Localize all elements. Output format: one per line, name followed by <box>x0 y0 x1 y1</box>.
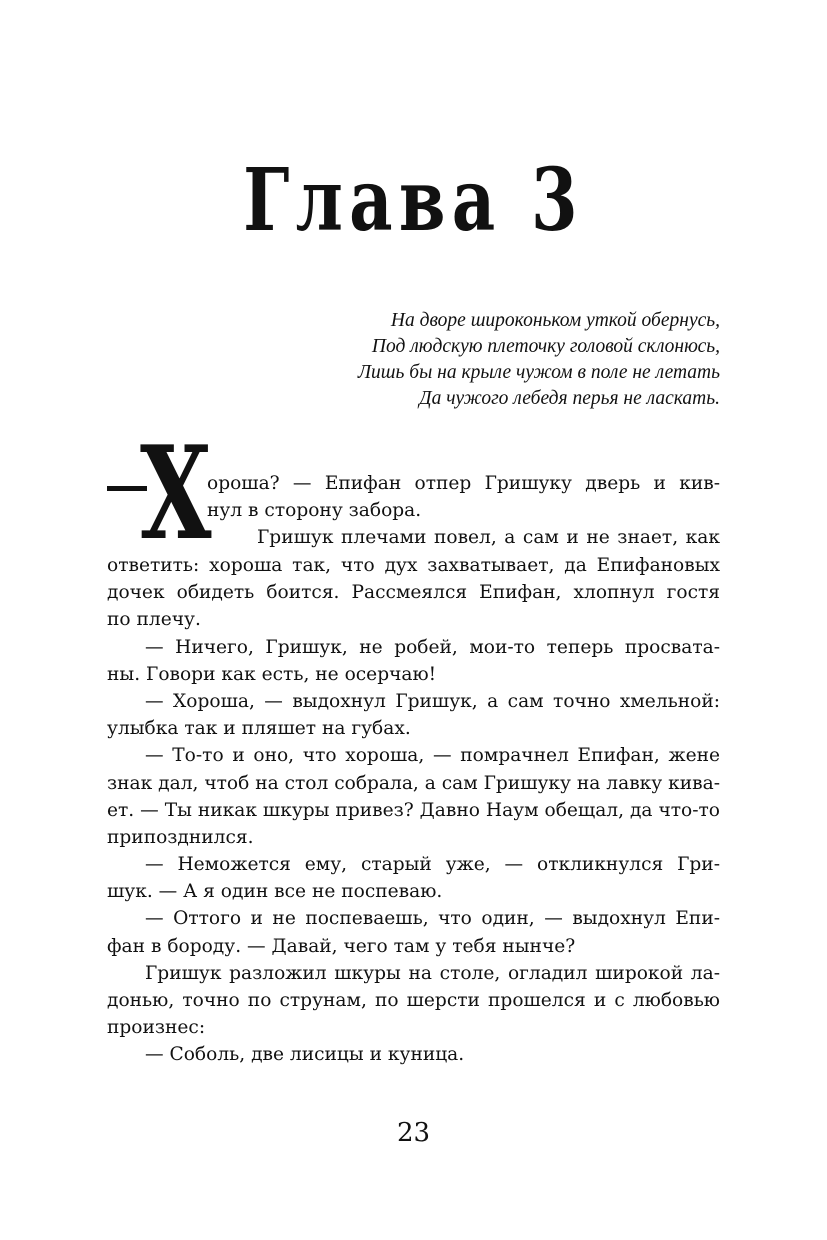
text-line: припозднился. <box>107 826 254 848</box>
text-line: — Оттого и не поспеваешь, что один, — выдохнул Епи- <box>145 908 720 930</box>
text-line: шук. — А я один все не поспеваю. <box>107 881 443 903</box>
text-line: — Хороша, — выдохнул Гришук, а сам точно хмельной: <box>145 690 720 712</box>
text-line: ны. Говори как есть, не осерчаю! <box>107 663 437 685</box>
text-line: — Ничего, Гришук, не робей, мои-то теперь просвата- <box>145 636 720 658</box>
text-line: фан в бороду. — Давай, чего там у тебя нынче? <box>107 935 576 957</box>
text-line: произнес: <box>107 1017 206 1039</box>
epigraph-line: Да чужого лебедя перья не ласкать. <box>419 388 720 409</box>
epigraph-line: Лишь бы на крыле чужом в поле не летать <box>357 362 720 383</box>
text-line: ет. — Ты никак шкуры привез? Давно Наум обещал, да что-то <box>107 799 720 821</box>
epigraph <box>358 308 720 412</box>
text-line: донью, точно по струнам, по шерсти прошелся и с любовью <box>107 990 720 1011</box>
text-line: по плечу. <box>107 609 201 631</box>
text-line: ороша? — Епифан отпер Гришуку дверь и кив- <box>207 473 720 494</box>
text-line: нул в сторону забора. <box>207 500 422 522</box>
text-line: — Соболь, две лисицы и куница. <box>145 1044 465 1066</box>
text-line: улыбка так и пляшет на губах. <box>107 718 411 740</box>
opening-lines <box>207 470 720 552</box>
text-line: ответить: хороша так, что дух захватывает, да Епифановых <box>107 555 720 576</box>
body-text <box>107 552 720 1069</box>
page-number: 23 <box>396 1118 431 1148</box>
text-line: — Неможется ему, старый уже, — откликнулся Гри- <box>145 854 720 876</box>
text-line: Гришук разложил шкуры на столе, огладил широкой ла- <box>145 962 720 984</box>
dropcap-letter: Х <box>140 419 212 569</box>
text-line: знак дал, чтоб на стол собрала, а сам Гришуку на лавку кива- <box>107 772 720 794</box>
text-line: дочек обидеть боится. Рассмеялся Епифан, хлопнул гостя <box>107 582 720 604</box>
text-line: — То-то и оно, что хороша, — помрачнел Епифан, жене <box>145 745 720 767</box>
text-line: Гришук плечами повел, а сам и не знает, как <box>257 527 720 549</box>
epigraph-line: На дворе широконьком уткой обернусь, <box>390 310 720 331</box>
epigraph-line: Под людскую плеточку головой склонюсь, <box>371 336 720 357</box>
chapter-title: Глава 3 <box>243 150 584 251</box>
